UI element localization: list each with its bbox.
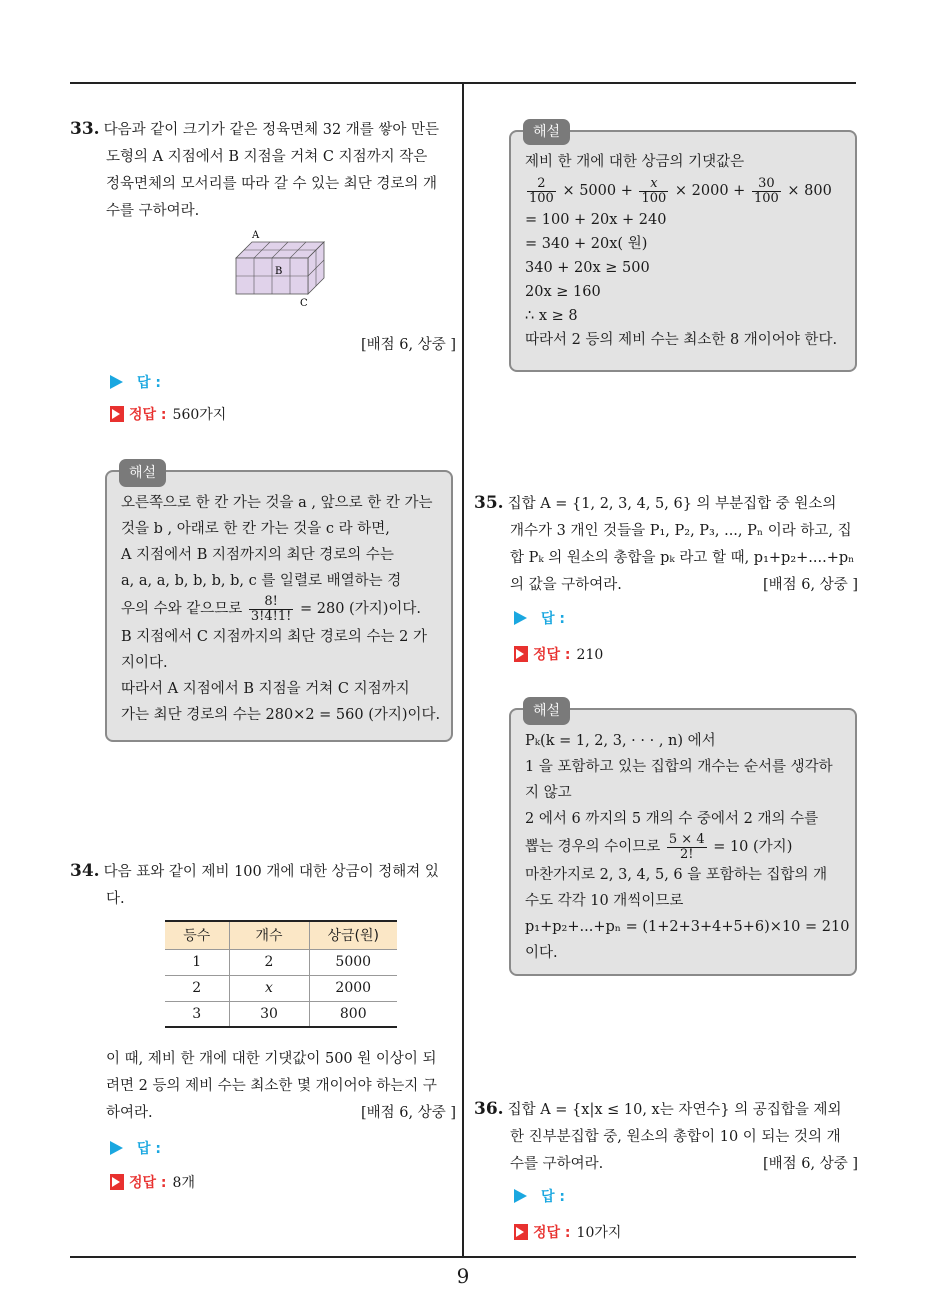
explanation-box-34: 해설 제비 한 개에 대한 상금의 기댓값은 $\frac{2}{100}$ × 5000 + $\frac{x}{100}$ × 2000 + $\frac{30}{100}$ × 800 = 100 + 20x + 240 = 340 + 20x( 원) 340 + 20x ≥ 500 20x ≥ 160 ∴ x ≥ 8 따라서 2 등의 제비 수는 최소한 8 개이어야 한다.: [509, 130, 857, 372]
problem-number: 35.: [474, 493, 504, 513]
correct-answer-34: 정답 : 8개: [110, 1172, 195, 1192]
fraction: $\frac{x}{100}$: [641, 175, 667, 206]
correct-value: 10가지: [576, 1225, 622, 1241]
table-header: 등수: [165, 921, 229, 949]
fraction: $\frac{8!}{3!4!1!}$: [250, 593, 292, 624]
problem-number: 34.: [70, 861, 100, 881]
outline-triangle-icon: [110, 1174, 124, 1190]
cube-stack-figure: [232, 228, 332, 310]
play-icon: [110, 1141, 123, 1155]
score-35: [배점 6, 상중 ]: [762, 577, 858, 593]
play-icon: [514, 1189, 527, 1203]
problem-34-continued: 이 때, 제비 한 개에 대한 기댓값이 500 원 이상이 되 려면 2 등의 제비 수는 최소한 몇 개이어야 하는지 구 하여라. [배점 6, 상중 ]: [106, 1046, 456, 1127]
explanation-tag: 해설: [523, 119, 570, 145]
problem-35: 35. 집합 A = {1, 2, 3, 4, 5, 6} 의 부분집합 중 원소의 개수가 3 개인 것들을 P₁, P₂, P₃, ..., Pₙ 이라 하고, 집 합 Pₖ 의 원소의 총합을 pₖ 라고 할 때, p₁+p₂+....+pₙ 의 값을 구하여라. [배점 6, 상중 ]: [474, 490, 858, 599]
problem-text-line: 다음과 같이 크기가 같은 정육면체 32 개를 쌓아 만든: [103, 122, 440, 138]
correct-value: 560가지: [172, 407, 227, 423]
correct-answer-33: 정답 : 560가지: [110, 404, 226, 424]
page-number: 9: [456, 1264, 470, 1288]
table-header: 개수: [229, 921, 309, 949]
prize-table: [165, 920, 397, 1028]
column-divider: [462, 82, 464, 1258]
outline-triangle-icon: [110, 406, 124, 422]
table-row: 1 2 5000: [165, 949, 397, 975]
table-row: 3 30 800: [165, 1001, 397, 1027]
bottom-rule: [70, 1256, 856, 1258]
answer-line-33: 답 :: [110, 372, 161, 392]
answer-line-35: 답 :: [514, 608, 565, 628]
score-36: [배점 6, 상중 ]: [762, 1156, 858, 1172]
fraction: $\frac{30}{100}$: [753, 175, 779, 206]
explanation-box-33: 해설 오른쪽으로 한 칸 가는 것을 a , 앞으로 한 칸 가는 것을 b , 아래로 한 칸 가는 것을 c 라 하면, A 지점에서 B 지점까지의 최단 경로의 수는 a, a, a, b, b, b, b, c 를 일렬로 배열하는 경 우의 수와 같으므로 $\frac{8!}{3!4!1!}$ = 280 (가지)이다. B 지점에서 C 지점까지의 최단 경로의 수는 2 가 지이다. 따라서 A 지점에서 B 지점을 거쳐 C 지점까지 가는 최단 경로의 수는 280×2 = 560 (가지)이다.: [105, 470, 453, 742]
answer-line-34: 답 :: [110, 1138, 161, 1158]
fraction: $\frac{5 \times 4}{2!}$: [668, 831, 705, 862]
correct-value: 8개: [172, 1175, 195, 1191]
fraction: $\frac{2}{100}$: [529, 175, 554, 206]
point-label-c: C: [300, 298, 308, 309]
score-34: [배점 6, 상중 ]: [360, 1105, 456, 1121]
explanation-tag: 해설: [119, 459, 166, 487]
outline-triangle-icon: [514, 646, 528, 662]
explanation-tag: 해설: [523, 697, 570, 725]
correct-answer-36: 정답 : 10가지: [514, 1222, 621, 1242]
outline-triangle-icon: [514, 1224, 528, 1240]
explanation-box-35: 해설 Pₖ(k = 1, 2, 3, · · · , n) 에서 1 을 포함하고 있는 집합의 개수는 순서를 생각하 지 않고 2 에서 6 까지의 5 개의 수 중에서 2 개의 수를 뽑는 경우의 수이므로 $\frac{5 \times 4}{2!}$ = 10 (가지) 마찬가지로 2, 3, 4, 5, 6 을 포함하는 집합의 개 수도 각각 10 개씩이므로 p₁+p₂+...+pₙ = (1+2+3+4+5+6)×10 = 210 이다.: [509, 708, 857, 976]
problem-number: 36.: [474, 1099, 504, 1119]
problem-text-line: 도형의 A 지점에서 B 지점을 거쳐 C 지점까지 작은: [106, 149, 428, 165]
problem-34: 34. 다음 표와 같이 제비 100 개에 대한 상금이 정해져 있 다.: [70, 861, 439, 907]
problem-text-line: 정육면체의 모서리를 따라 갈 수 있는 최단 경로의 개: [106, 176, 438, 192]
play-icon: [110, 375, 123, 389]
answer-line-36: 답 :: [514, 1186, 565, 1206]
table-header: 상금(원): [309, 921, 397, 949]
problem-number: 33.: [70, 119, 100, 139]
table-row: 2 x 2000: [165, 975, 397, 1001]
score-33: [배점 6, 상중 ]: [360, 337, 456, 353]
problem-text-line: 수를 구하여라.: [106, 203, 200, 219]
problem-36: 36. 집합 A = {x|x ≤ 10, x는 자연수} 의 공집합을 제외 한 진부분집합 중, 원소의 총합이 10 이 되는 것의 개 수를 구하여라. [배점 6, 상중 ]: [474, 1096, 858, 1178]
point-label-a: A: [252, 230, 260, 241]
point-label-b: B: [275, 266, 283, 277]
problem-33: [70, 116, 456, 225]
correct-answer-35: 정답 : 210: [514, 644, 603, 664]
correct-value: 210: [576, 647, 604, 663]
play-icon: [514, 611, 527, 625]
